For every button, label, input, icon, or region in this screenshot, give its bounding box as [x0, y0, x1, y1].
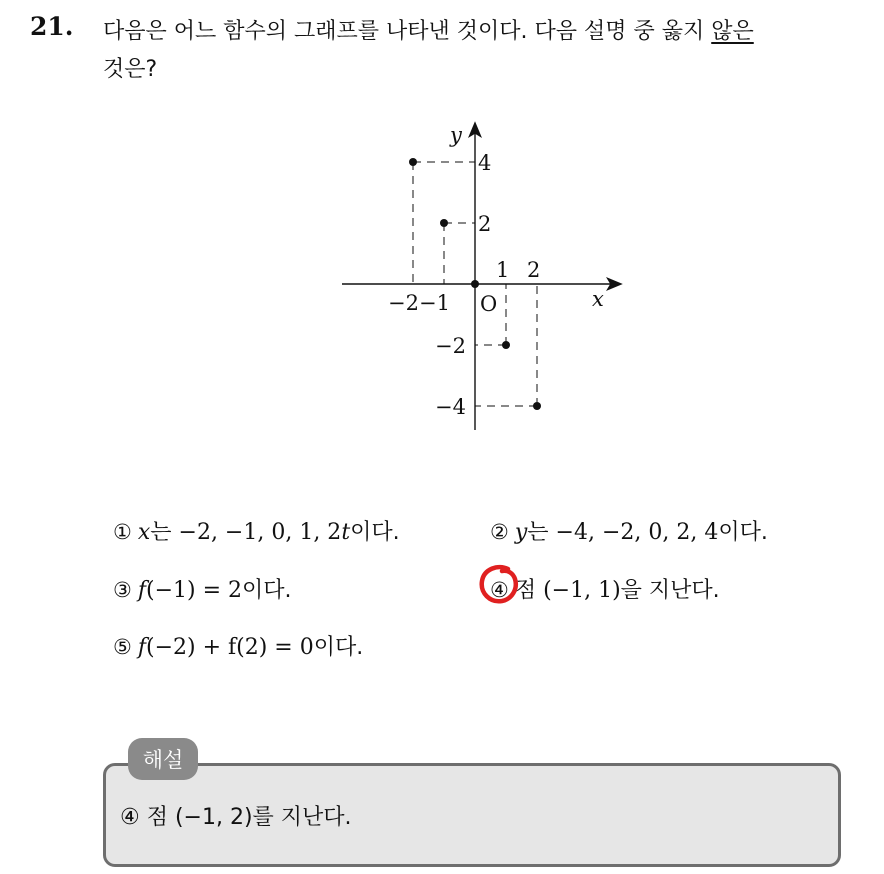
- choice-4[interactable]: [490, 573, 720, 604]
- x-tick-label-2: 1: [496, 258, 510, 282]
- y-tick-label-1: 2: [478, 212, 492, 236]
- choice-2-number: ②: [490, 520, 509, 544]
- choice-4-number: ④: [490, 578, 509, 602]
- choice-5-expr: (−2) + f(2) = 0: [145, 635, 314, 660]
- choice-2-tail: 이다.: [718, 520, 768, 545]
- choice-3-expr: (−1) = 2: [145, 578, 242, 603]
- choice-2-values: −4, −2, 0, 2, 4: [548, 520, 719, 545]
- x-tick-label-0: −2: [388, 291, 419, 315]
- question-text: [103, 13, 873, 89]
- choice-3-tail: 이다.: [242, 578, 292, 603]
- choice-1-tail: 이다.: [350, 520, 400, 545]
- choice-1-values: −2, −1, 0, 1, 2: [171, 520, 342, 545]
- question-text-underlined: 않은: [711, 19, 754, 44]
- choice-5-var: f: [137, 635, 146, 660]
- choice-2-particle: 는: [527, 520, 549, 545]
- choice-3-var: f: [137, 578, 146, 603]
- x-tick-label-3: 2: [527, 258, 541, 282]
- y-tick-label-2: −2: [435, 334, 466, 358]
- data-point-3: [502, 341, 510, 349]
- choice-4-tail: 을 지난다.: [620, 578, 720, 603]
- choice-5[interactable]: [113, 630, 363, 661]
- choice-4-particle: 점: [514, 578, 537, 603]
- choice-3-number: ③: [113, 578, 132, 602]
- choice-2-var: y: [514, 520, 528, 545]
- choice-4-point: (−1, 1): [536, 578, 621, 603]
- explanation-text: ④ 점 (−1, 2)를 지난다.: [120, 805, 352, 830]
- y-axis-label: y: [450, 123, 462, 147]
- choice-5-tail: 이다.: [313, 635, 364, 660]
- choice-1-particle: 는: [150, 520, 172, 545]
- function-graph: [330, 118, 630, 438]
- question-number: 21.: [30, 12, 74, 41]
- question-text-line2: 것은?: [103, 57, 158, 82]
- y-tick-label-0: 4: [478, 151, 492, 175]
- x-tick-label-1: −1: [419, 291, 450, 315]
- data-point-0: [409, 158, 417, 166]
- choice-2[interactable]: [490, 515, 768, 546]
- origin-label: O: [480, 292, 498, 316]
- choice-1-number: ①: [113, 520, 132, 544]
- choice-3[interactable]: [113, 573, 292, 604]
- x-axis-label: x: [592, 287, 604, 311]
- choice-1[interactable]: [113, 515, 400, 546]
- data-point-4: [533, 402, 541, 410]
- data-point-1: [440, 219, 448, 227]
- data-point-2: [471, 280, 479, 288]
- explanation-label: 해설: [128, 738, 198, 780]
- y-tick-label-3: −4: [435, 395, 466, 419]
- choice-1-var2: t: [341, 520, 351, 545]
- choice-1-var: x: [137, 520, 151, 545]
- question-text-main: 다음은 어느 함수의 그래프를 나타낸 것이다. 다음 설명 중 옳지: [103, 19, 712, 44]
- choice-5-number: ⑤: [113, 635, 132, 659]
